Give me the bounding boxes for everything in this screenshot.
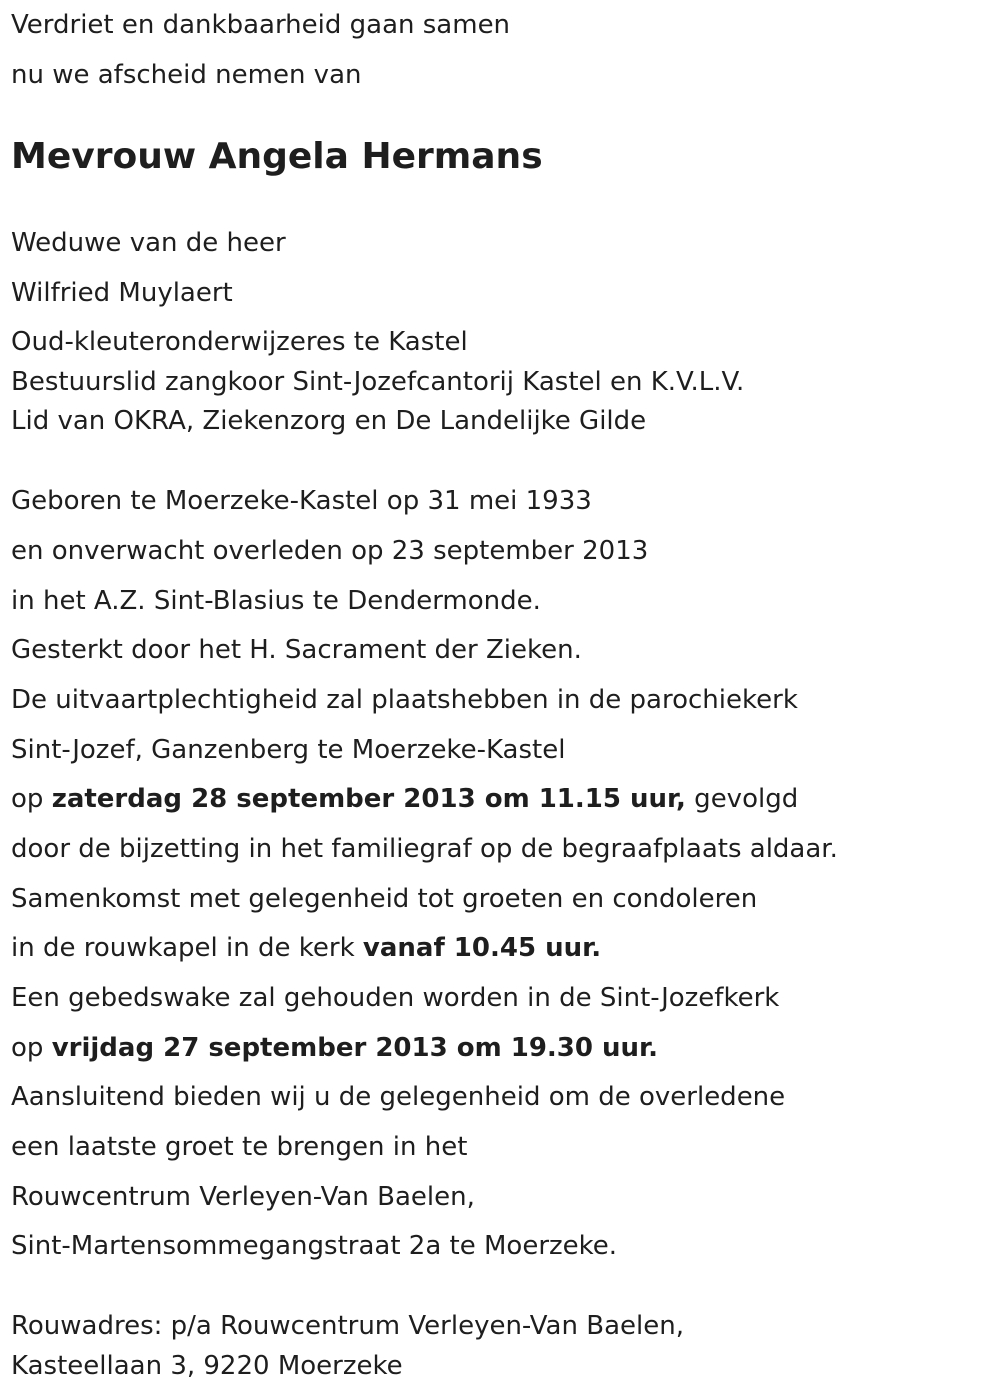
wake-line-2 xyxy=(11,1031,658,1065)
born-line: Geboren te Moerzeke-Kastel op 31 mei 1933 xyxy=(11,486,592,516)
funeral-line-3 xyxy=(11,782,798,816)
funeral-line-4: door de bijzetting in het familiegraf op de begraafplaats aldaar. xyxy=(11,834,838,864)
visit-line-2: een laatste groet te brengen in het xyxy=(11,1132,468,1162)
bio-line-3: Oud-kleuteronderwijzeres te Kastel xyxy=(11,327,468,357)
visit-line-4: Sint-Martensommegangstraat 2a te Moerzeke. xyxy=(11,1231,618,1261)
wake-date: vrijdag 27 september 2013 om 19.30 uur. xyxy=(51,1033,659,1063)
funeral-date: zaterdag 28 september 2013 om 11.15 uur, xyxy=(51,784,686,814)
gathering-line-2 xyxy=(11,931,601,965)
sacrament-line: Gesterkt door het H. Sacrament der Zieken. xyxy=(11,635,582,665)
address-line-1: Rouwadres: p/a Rouwcentrum Verleyen-Van Baelen, xyxy=(11,1311,684,1341)
funeral-line-3-suffix: gevolgd xyxy=(685,784,799,814)
funeral-line-2: Sint-Jozef, Ganzenberg te Moerzeke-Kastel xyxy=(11,735,566,765)
visit-line-3: Rouwcentrum Verleyen-Van Baelen, xyxy=(11,1182,475,1212)
gathering-time: vanaf 10.45 uur. xyxy=(362,933,602,963)
wake-line-2-prefix: op xyxy=(11,1033,52,1063)
gathering-line-1: Samenkomst met gelegenheid tot groeten en condoleren xyxy=(11,884,758,914)
intro-line-1: Verdriet en dankbaarheid gaan samen xyxy=(11,10,511,40)
wake-line-1: Een gebedswake zal gehouden worden in de Sint-Jozefkerk xyxy=(11,983,780,1013)
place-line: in het A.Z. Sint-Blasius te Dendermonde. xyxy=(11,586,541,616)
intro-line-2: nu we afscheid nemen van xyxy=(11,60,362,90)
funeral-line-1: De uitvaartplechtigheid zal plaatshebben in de parochiekerk xyxy=(11,685,798,715)
funeral-line-3-prefix: op xyxy=(11,784,52,814)
deceased-name: Mevrouw Angela Hermans xyxy=(11,136,543,177)
bio-line-1: Weduwe van de heer xyxy=(11,228,286,258)
gathering-line-2-prefix: in de rouwkapel in de kerk xyxy=(11,933,363,963)
bio-line-2: Wilfried Muylaert xyxy=(11,278,233,308)
visit-line-1: Aansluitend bieden wij u de gelegenheid om de overledene xyxy=(11,1082,786,1112)
bio-line-4: Bestuurslid zangkoor Sint-Jozefcantorij Kastel en K.V.L.V. xyxy=(11,367,745,397)
died-line: en onverwacht overleden op 23 september 2013 xyxy=(11,536,649,566)
bio-line-5: Lid van OKRA, Ziekenzorg en De Landelijke Gilde xyxy=(11,406,647,436)
address-line-2: Kasteellaan 3, 9220 Moerzeke xyxy=(11,1351,403,1381)
